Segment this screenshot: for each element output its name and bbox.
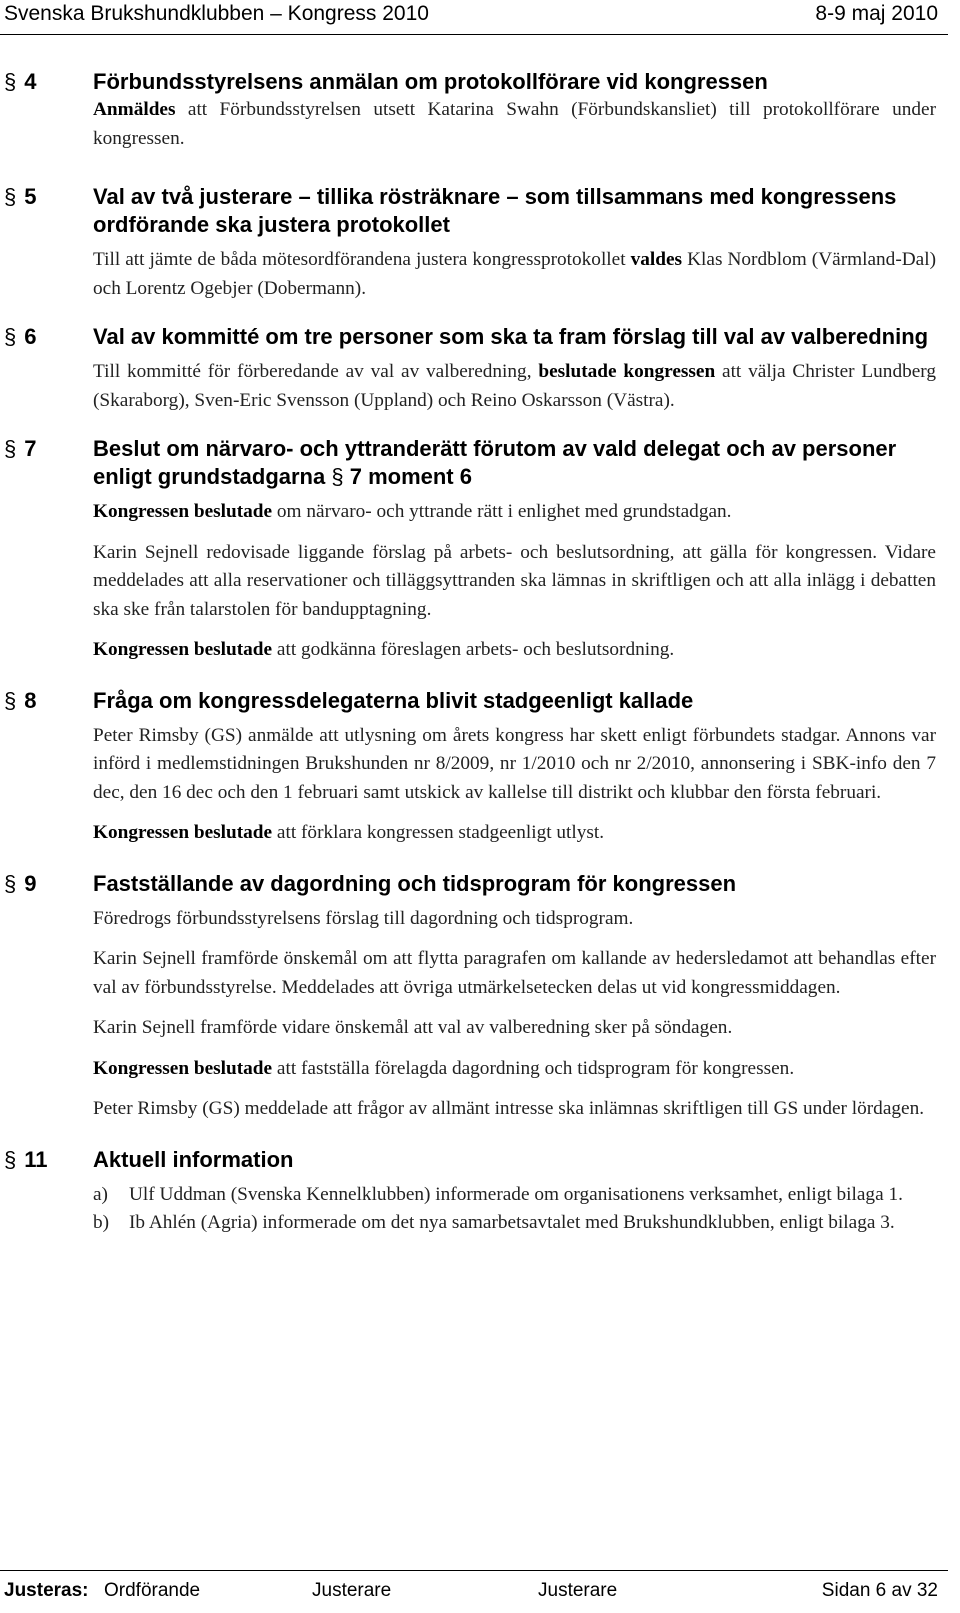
footer-justerare-1: Justerare: [312, 1580, 392, 1601]
document-body: [0, 68, 960, 1238]
section-number: § 6: [4, 324, 37, 349]
section-heading: Aktuell information: [93, 1146, 294, 1172]
paragraph: Kongressen beslutade att godkänna föreslagen arbets- och beslutsordning.: [93, 639, 675, 660]
header-date: 8-9 maj 2010: [815, 2, 938, 25]
list-item: b) Ib Ahlén (Agria) informerade om det nya samarbetsavtalet med Brukshundklubben, enligt bilaga 3.: [93, 1212, 895, 1233]
paragraph: Karin Sejnell framförde önskemål om att flytta paragrafen om kallande av hedersledamot att behandlas efter val av förbundsstyrelse. Meddelades att övriga utmärkelsetecken delas ut vid kongressmiddagen.: [93, 948, 936, 998]
section-number: § 9: [4, 870, 37, 896]
page-header: [0, 0, 960, 38]
paragraph: Kongressen beslutade om närvaro- och yttrande rätt i enlighet med grundstadgan.: [93, 501, 732, 522]
section-heading: Val av kommitté om tre personer som ska ta fram förslag till val av valberedning: [93, 324, 929, 349]
section-number: § 4: [4, 69, 37, 94]
section-heading: Fastställande av dagordning och tidsprogram för kongressen: [93, 870, 737, 896]
section-6: [0, 323, 960, 415]
header-rule: [0, 34, 948, 35]
section-8: [0, 687, 960, 848]
section-9: [0, 870, 960, 1124]
footer-page-number: Sidan 6 av 32: [821, 1580, 938, 1601]
paragraph: Till kommitté för förberedande av val av valberedning, beslutade kongressen att välja Christer Lundberg (Skaraborg), Sven-Eric Svensson (Uppland) och Reino Oskarsson (Västra).: [93, 361, 936, 411]
footer-rule: [0, 1570, 948, 1571]
paragraph: Kongressen beslutade att förklara kongressen stadgeenligt utlyst.: [93, 822, 605, 843]
section-5: [0, 183, 960, 303]
section-11: [0, 1146, 960, 1238]
paragraph: Till att jämte de båda mötesordförandena justera kongressprotokollet valdes Klas Nordblom (Värmland-Dal) och Lorentz Ogebjer (Dobermann).: [93, 249, 936, 299]
section-number: § 11: [4, 1146, 48, 1172]
footer-justeras-label: Justeras:: [4, 1580, 89, 1601]
section-number: § 7: [4, 436, 37, 461]
paragraph: Föredrogs förbundsstyrelsens förslag till dagordning och tidsprogram.: [93, 907, 634, 929]
paragraph: Karin Sejnell framförde vidare önskemål att val av valberedning sker på söndagen.: [93, 1017, 733, 1038]
section-number: § 5: [4, 184, 37, 209]
paragraph: Peter Rimsby (GS) anmälde att utlysning om årets kongress har skett enligt förbundets stadgar. Annons var införd i medlemstidningen Brukshunden nr 8/2009, nr 1/2010 och nr 2/2010, annonsering i SBK-info den 7 dec, den 16 dec och den 1 februari samt utskick av kallelse till distrikt och klubbar den första februari.: [93, 724, 936, 803]
paragraph: Kongressen beslutade att fastställa förelagda dagordning och tidsprogram för kongressen.: [93, 1057, 795, 1079]
section-number: § 8: [4, 687, 37, 713]
footer-justerare-2: Justerare: [538, 1580, 618, 1601]
paragraph: Anmäldes att Förbundsstyrelsen utsett Katarina Swahn (Förbundskansliet) till protokollförare under kongressen.: [93, 99, 936, 149]
info-list: [0, 1181, 960, 1238]
footer-ordforande: Ordförande: [104, 1580, 201, 1601]
page-footer: [0, 1570, 960, 1613]
list-item: a) Ulf Uddman (Svenska Kennelklubben) informerade om organisationens verksamhet, enligt bilaga 1.: [93, 1183, 903, 1205]
header-title: Svenska Brukshundklubben – Kongress 2010: [4, 2, 429, 25]
section-heading: Beslut om närvaro- och yttranderätt förutom av vald delegat och av personer enligt grundstadgarna § 7 moment 6: [93, 436, 897, 489]
section-4: [0, 68, 960, 153]
section-heading: Fråga om kongressdelegaterna blivit stadgeenligt kallade: [93, 687, 694, 713]
paragraph: Karin Sejnell redovisade liggande förslag på arbets- och beslutsordning, att gälla för kongressen. Vidare meddelades att alla reservationer och tilläggsyttranden ska lämnas in skriftligen och att alla inlägg i debatten ska ske från talarstolen för bandupptagning.: [93, 541, 936, 620]
section-7: [0, 435, 960, 665]
section-heading: Förbundsstyrelsens anmälan om protokollförare vid kongressen: [93, 69, 768, 94]
section-heading: Val av två justerare – tillika rösträknare – som tillsammans med kongressens ordförande ska justera protokollet: [93, 184, 897, 237]
paragraph: Peter Rimsby (GS) meddelade att frågor av allmänt intresse ska inlämnas skriftligen till GS under lördagen.: [93, 1098, 925, 1119]
